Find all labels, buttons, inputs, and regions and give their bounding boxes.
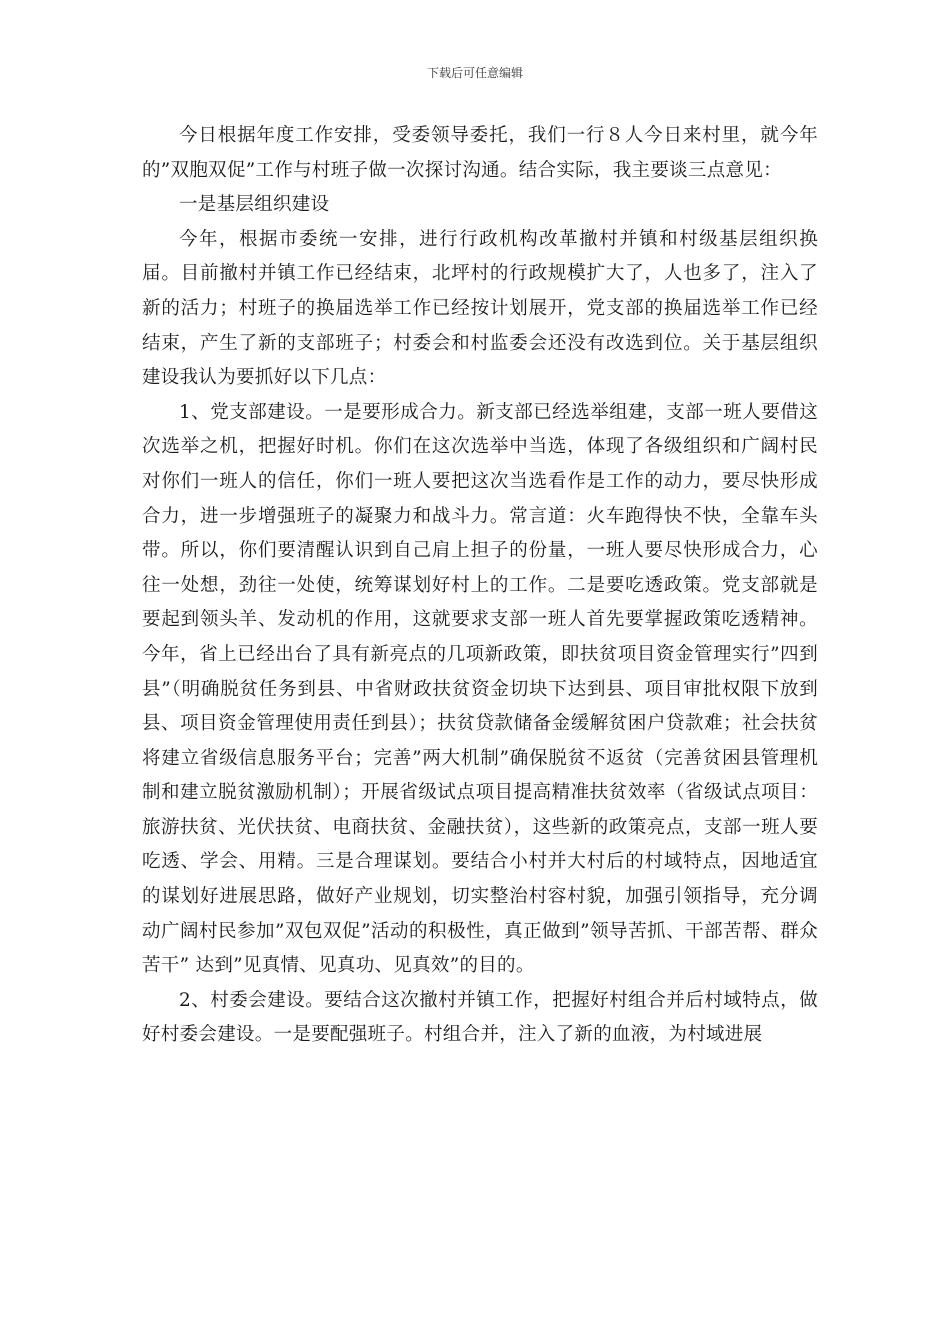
page-header: 下载后可任意编辑 xyxy=(426,66,523,80)
section-heading: 一是基层组织建设 xyxy=(179,194,330,216)
document-body xyxy=(142,119,818,1053)
paragraph-village-committee: 2、村委会建设。要结合这次撤村并镇工作，把握好村组合并后村域特点，做好村委会建设。一是要配强班子。村组合并，注入了新的血液，为村域进展 xyxy=(142,989,818,1046)
paragraph-intro: 今日根据年度工作安排，受委领导委托，我们一行８人今日来村里，就今年的”双胞双促”工作与村班子做一次探讨沟通。结合实际，我主要谈三点意见： xyxy=(142,125,818,181)
paragraph-party-branch: 1、党支部建设。一是要形成合力。新支部已经选举组建，支部一班人要借这次选举之机，把握好时机。你们在这次选举中当选，体现了各级组织和广阔村民对你们一班人的信任，你们一班人要把这次当选看作是工作的动力，要尽快形成合力，进一步增强班子的凝聚力和战斗力。常言道：火车跑得快不快，全靠车头带。所以，你们要清醒认识到自己肩上担子的份量，一班人要尽快形成合力，心往一处想，劲往一处使，统筹谋划好村上的工作。二是要吃透政策。党支部就是要起到领头羊、发动机的作用，这就要求支部一班人首先要掌握政策吃透精神。今年，省上已经出台了具有新亮点的几项新政策，即扶贫项目资金管理实行”四到县”（明确脱贫任务到县、中省财政扶贫资金切块下达到县、项目审批权限下放到县、项目资金管理使用责任到县）；扶贫贷款储备金缓解贫困户贷款难；社会扶贫将建立省级信息服务平台；完善”两大机制”确保脱贫不返贫（完善贫困县管理机制和建立脱贫激励机制）；开展省级试点项目提高精准扶贫效率（省级试点项目：旅游扶贫、光伏扶贫、电商扶贫、金融扶贫），这些新的政策亮点，支部一班人要吃透、学会、用精。三是合理谋划。要结合小村并大村后的村域特点，因地适宜的谋划好进展思路，做好产业规划，切实整治村容村貌，加强引领指导，充分调动广阔村民参加”双包双促”活动的积极性，真正做到”领导苦抓、干部苦帮、群众苦干” 达到”见真情、见真功、见真效”的目的。 xyxy=(142,401,818,977)
paragraph-background: 今年，根据市委统一安排，进行行政机构改革撤村并镇和村级基层组织换届。目前撤村并镇工作已经结束，北坪村的行政规模扩大了，人也多了，注入了新的活力；村班子的换届选举工作已经按计划展开，党支部的换届选举工作已经结束，产生了新的支部班子；村委会和村监委会还没有改选到位。关于基层组织建设我认为要抓好以下几点： xyxy=(142,228,818,389)
